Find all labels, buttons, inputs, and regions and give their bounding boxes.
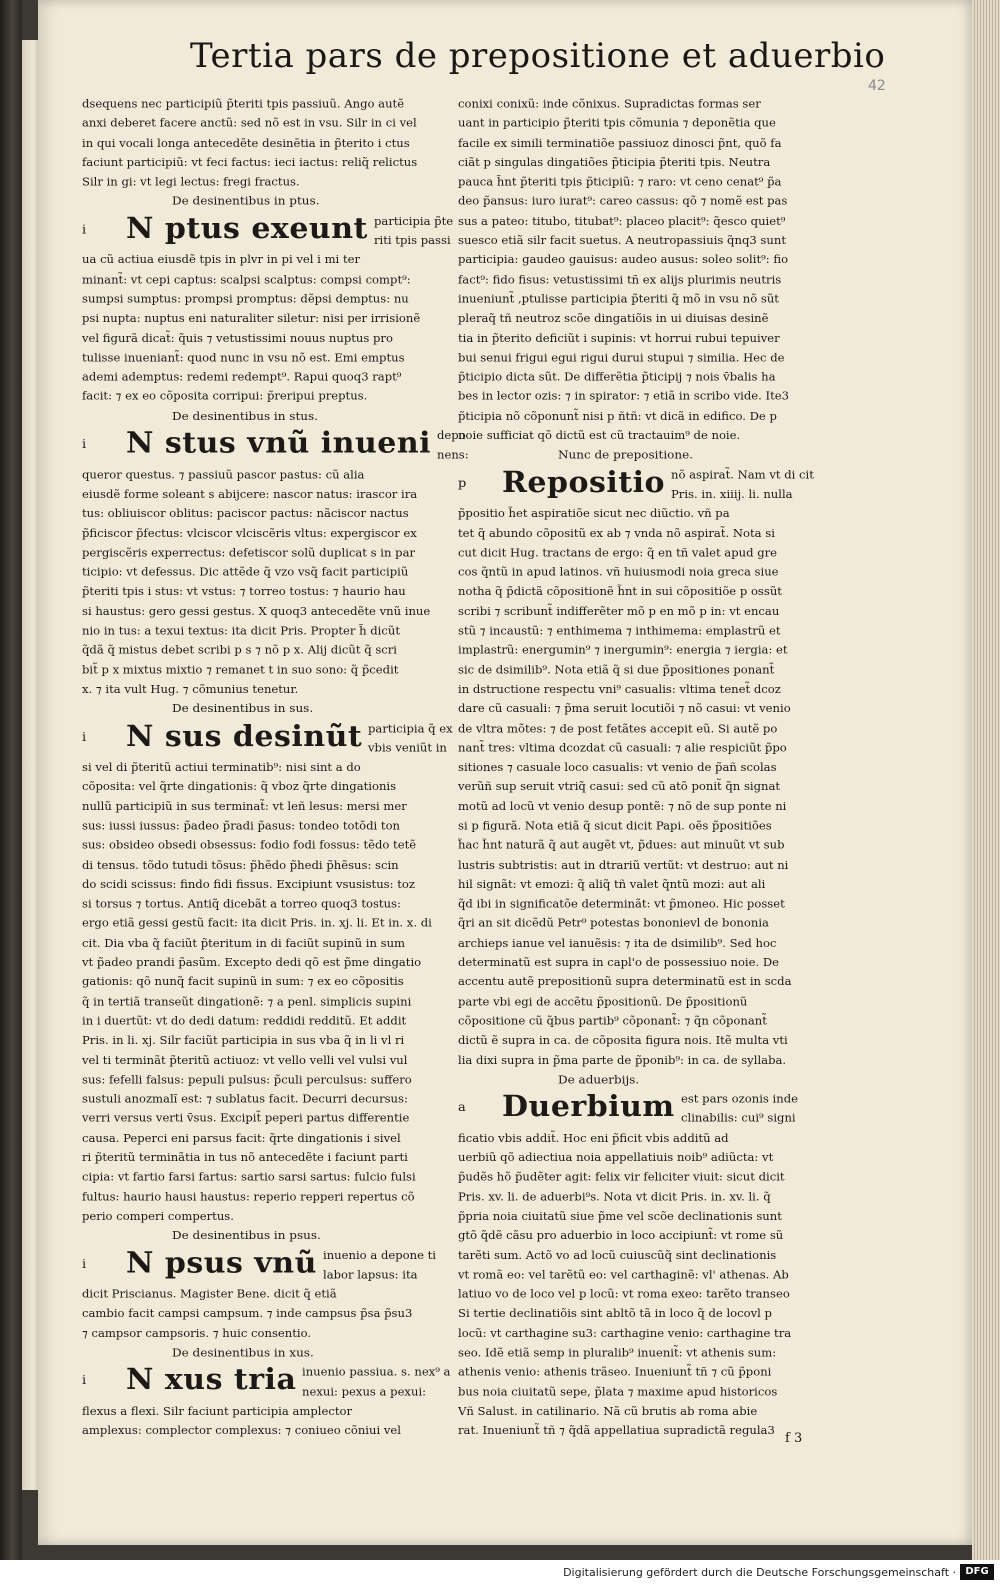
text-line: minant̃: vt cepi captus: scalpsi scalptus: compsi compt⁹: bbox=[82, 272, 411, 286]
text-line: ua cũ actiua eiusdẽ tpis in plvr in pi vel i mi ter bbox=[82, 252, 361, 267]
initial-paragraph bbox=[82, 211, 462, 270]
text-line: verri versus verti v̄sus. Excipit̃ peperi partus differentie bbox=[82, 1111, 410, 1126]
section-heading: Nunc de prepositione. bbox=[558, 448, 694, 462]
heading-tail-line-1: participia q̃ ex vbis veniũt in bbox=[368, 721, 453, 755]
text-line: seo. Idẽ etiã semp in pluralib⁹ inuenit̃: vt athenis sum: bbox=[458, 1345, 777, 1360]
text-line: psi nupta: nuptus eni naturaliter siletur: nisi per irrisionẽ bbox=[82, 311, 421, 325]
text-line: ticipio: vt defessus. Dic attẽde q̃ vzo vsq̃ facit participiũ bbox=[82, 565, 409, 579]
text-line: vt p̃adeo prandi p̃asũm. Excepto dedi qõ est p̃me dingatio bbox=[82, 955, 422, 969]
text-line: cit. Dia vba q̃ faciũt p̃teritum in di faciũt supinũ in sum bbox=[82, 935, 406, 950]
text-line: bus noia ciuitatũ sepe, p̃lata ⁊ maxime apud historicos bbox=[458, 1384, 778, 1399]
text-line: ri p̃teritũ terminãtia in tus nõ antecedẽte i faciunt parti bbox=[82, 1150, 408, 1165]
text-line: flexus a flexi. Silr faciunt participia amplector bbox=[82, 1404, 353, 1418]
guide-letter: i bbox=[82, 437, 87, 452]
text-line: de vltra mõtes: ⁊ de post fetãtes accepit eũ. Si autẽ po bbox=[458, 721, 778, 735]
text-line: locũ: vt carthagine su3: carthagine venio: carthagine tra bbox=[458, 1326, 792, 1340]
text-line: sitiones ⁊ casuale loco casualis: vt venio de p̃añ scolas bbox=[458, 760, 777, 774]
heading-tail-line-1: depo nens: bbox=[437, 428, 469, 462]
text-line: q̃ri an sit dicẽdũ Petr⁹ potestas bononievl de bononia bbox=[458, 916, 769, 930]
text-line: athenis venio: athenis trãseo. Inueniunt̃ tñ ⁊ cũ p̃poni bbox=[458, 1365, 772, 1379]
text-line: ademi ademptus: redemi redempt⁹. Rapui quoq3 rapt⁹ bbox=[82, 370, 402, 384]
left-text-column bbox=[82, 94, 469, 1440]
text-line: sustuli anozmalĩ est: ⁊ sublatus facit. Decurri decursus: bbox=[82, 1092, 408, 1106]
guide-letter: a bbox=[458, 1100, 466, 1116]
text-line: uerbiũ qõ adiectiua noia appellatiuis noib⁹ adiũcta: vt bbox=[458, 1150, 774, 1165]
text-line: p̃ticipio dicta sũt. De differẽtia p̃ticipij ⁊ nois v̄balis ha bbox=[458, 370, 776, 384]
section-heading: De aduerbijs. bbox=[558, 1072, 640, 1087]
text-line: dsequens nec participiũ p̃teriti tpis passiuũ. Ango autẽ bbox=[82, 96, 405, 111]
text-line: tarẽti sum. Actõ vo ad locũ cuiuscũq̃ sint declinationis bbox=[458, 1248, 777, 1262]
text-line: causa. Peperci eni parsus facit: q̃rte dingationis i sivel bbox=[82, 1131, 401, 1145]
dfg-logo: DFG bbox=[960, 1564, 994, 1580]
text-line: nullũ participiũ in sus terminat̃: vt leñ lesus: mersi mer bbox=[82, 799, 407, 813]
section-heading: De desinentibus in xus. bbox=[172, 1345, 314, 1360]
text-line: p̃pria noia ciuitatũ siue p̃me vel scõe declinationis sunt bbox=[458, 1209, 782, 1223]
text-line: vel figurã dicat̃: q̃uis ⁊ vetustissimi nouus nuptus pro bbox=[82, 331, 393, 345]
guide-letter: i bbox=[82, 1256, 87, 1272]
guide-letter: i bbox=[82, 729, 87, 745]
text-line: sus: iussi iussus: p̃adeo p̃radi p̃asus: tondeo totõdi ton bbox=[82, 818, 401, 833]
pencil-folio-number: 42 bbox=[868, 78, 886, 94]
text-line: inueniunt̃ ,ptulisse participia p̃teriti q̃ mõ in vsu nõ sũt bbox=[458, 292, 779, 306]
text-line: determinatũ est supra in capl'o de possessiuo noie. De bbox=[458, 955, 780, 969]
text-line: Pris. xv. li. de aduerbi⁹s. Nota vt dicit Pris. in. xv. li. q̃ bbox=[458, 1189, 771, 1204]
text-line: lustris subtristis: aut in dtrariũ vertũt: vt destruo: aut ni bbox=[458, 857, 789, 872]
text-line: p̃ficiscor p̃fectus: vlciscor vlciscẽris vltus: expergiscor ex bbox=[82, 526, 417, 540]
text-line: q̃d ibi in significatõe determinãt: vt p̃moneo. Hic posset bbox=[458, 896, 785, 911]
text-line: si haustus: gero gessi gestus. X quoq3 antecedẽte vnũ inue bbox=[82, 604, 431, 618]
initial-paragraph bbox=[82, 1245, 462, 1304]
text-line: x. ⁊ ita vult Hug. ⁊ cõmunius tenetur. bbox=[82, 682, 299, 696]
text-line: in dstructione respectu vni⁹ casualis: vltima tenet̃ dcoz bbox=[458, 682, 781, 696]
display-heading: N sus desinũt bbox=[126, 719, 363, 754]
running-head: Tertia pars de prepositione et aduerbio bbox=[190, 36, 886, 76]
text-line: stũ ⁊ incaustũ: ⁊ enthimema ⁊ inthimema: emplastrũ et bbox=[458, 623, 781, 638]
text-line: Vñ Salust. in catilinario. Nã cũ brutis ab roma abie bbox=[458, 1404, 758, 1418]
text-line: nant̃ tres: vltima dcozdat cũ casuali: ⁊ alie respiciũt p̃po bbox=[458, 740, 787, 755]
section-heading: De desinentibus in stus. bbox=[172, 409, 318, 423]
text-line: p̃udẽs hõ p̃udẽter agit: felix vir feliciter viuit: sicut dicit bbox=[458, 1170, 785, 1184]
text-line: vel ti terminãt p̃teritũ actiuoz: vt vello velli vel vulsi vul bbox=[82, 1053, 408, 1067]
text-line: tulisse inueniant̃: quod nunc in vsu nõ est. Emi emptus bbox=[82, 350, 405, 365]
text-line: vt romã eo: vel tarẽtũ eo: vel carthaginẽ: vl' athenas. Ab bbox=[458, 1267, 789, 1282]
text-line: pleraq̃ tñ neutroz scõe dingatiõis in ui diuisas desinẽ bbox=[458, 311, 769, 325]
guide-letter: i bbox=[82, 222, 87, 238]
text-line: sus: obsideo obsedi obsessus: fodio fodi fossus: tẽdo tetẽ bbox=[82, 838, 417, 852]
text-line: bit̃ p x mixtus mixtio ⁊ remanet t in suo sono: q̃ p̃cedit bbox=[82, 662, 399, 677]
text-line: ciãt p singulas dingatiões p̃ticipia p̃teriti tpis. Neutra bbox=[458, 155, 771, 169]
text-line: sumpsi sumptus: prompsi promptus: dẽpsi demptus: nu bbox=[82, 292, 409, 306]
text-line: di tensus. tõdo tutudi tõsus: p̃hẽdo p̃hedi p̃hẽsus: scin bbox=[82, 857, 399, 872]
section-heading: De desinentibus in psus. bbox=[172, 1228, 321, 1243]
text-line: ⁊ campsor campsoris. ⁊ huic consentio. bbox=[82, 1326, 312, 1340]
text-line: deo p̃ansus: iuro iurat⁹: careo cassus: qõ ⁊ nomẽ est pas bbox=[458, 194, 788, 208]
display-heading: N stus vnũ inueni bbox=[126, 426, 432, 461]
text-line: conixi conixũ: inde cõnixus. Supradictas formas ser bbox=[458, 96, 761, 111]
text-line: dare cũ casuali: ⁊ p̃ma seruit locutiõi ⁊ nõ casui: vt venio bbox=[458, 701, 791, 716]
text-line: p̃positio h̃et aspiratiõe sicut nec diũctio. vñ pa bbox=[458, 506, 730, 521]
text-line: noie sufficiat qõ dictũ est cũ tractauim⁹ de noie. bbox=[458, 428, 741, 443]
display-heading: N xus tria bbox=[126, 1363, 297, 1397]
text-line: facile ex simili terminatiõe passiuoz dinosci p̃nt, quõ fa bbox=[458, 135, 782, 150]
text-line: suesco etiã silr facit suetus. A neutropassiuis q̃nq3 sunt bbox=[458, 233, 786, 247]
text-line: rat. Inueniunt̃ tñ ⁊ q̃dã appellatiua supradictã regula3 bbox=[458, 1423, 775, 1438]
text-line: nio in tus: a texui textus: ita dicit Pris. Propter h̃ dicũt bbox=[82, 623, 401, 638]
text-line: anxi deberet facere anctũ: sed nõ est in vsu. Silr in ci vel bbox=[82, 116, 417, 130]
right-text-column bbox=[458, 94, 830, 1440]
text-line: bui senui frigui egui rigui durui stupui ⁊ similia. Hec de bbox=[458, 350, 785, 365]
text-line: amplexus: complector complexus: ⁊ coniueo cõniui vel bbox=[82, 1423, 401, 1438]
text-line: bes in lector ozis: ⁊ in spirator: ⁊ etiã in scribo vide. Ite3 bbox=[458, 389, 789, 404]
signature-mark: f 3 bbox=[785, 1431, 803, 1446]
text-line: facit: ⁊ ex eo cõposita corripui: p̃reripui preptus. bbox=[82, 389, 368, 404]
text-line: cos q̃ntũ in apud latinos. vñ huiusmodi noia greca siue bbox=[458, 565, 779, 579]
heading-tail-line-1: inuenio a depone ti labor lapsus: ita bbox=[323, 1248, 437, 1282]
text-line: faciunt participiũ: vt feci factus: ieci iactus: reliq̃ relictus bbox=[82, 155, 418, 169]
text-line: in qui vocali longa antecedēte desinētia in p̃terito i ctus bbox=[82, 135, 410, 150]
text-line: hil signãt: vt emozi: q̃ aliq̃ tñ valet q̃ntũ mozi: aut ali bbox=[458, 877, 766, 891]
text-line: h̃ac h̃nt naturã q̃ aut augẽt vt, p̃dues: aut minuũt vt sub bbox=[458, 838, 785, 852]
text-line: p̃ticipia nõ cõponunt̃ nisi p ñtñ: vt dicã in edifico. De p bbox=[458, 409, 777, 423]
display-heading: Duerbium bbox=[502, 1090, 675, 1124]
heading-tail-line-1: inuenio passiua. s. nex⁹ a nexui: pexus a pexui: bbox=[302, 1365, 451, 1399]
funding-note: Digitalisierung gefördert durch die Deutsche Forschungsgemeinschaft · bbox=[563, 1566, 956, 1579]
text-line: pergiscẽris experrectus: defetiscor solũ duplicat s in par bbox=[82, 545, 416, 560]
text-line: cambio facit campsi campsum. ⁊ inde campsus p̃sa p̃su3 bbox=[82, 1306, 413, 1321]
text-line: cipia: vt fartio farsi fartus: sartio sarsi sartus: fulcio fulsi bbox=[82, 1170, 416, 1184]
initial-paragraph bbox=[458, 1089, 830, 1148]
text-line: gtõ q̃dẽ cãsu pro aduerbio in loco accipiunt̃: vt rome sũ bbox=[458, 1228, 784, 1243]
text-line: parte vbi egi de accẽtu p̃positionũ. De p̃positionũ bbox=[458, 994, 748, 1008]
text-line: fultus: haurio hausi haustus: reperio repperi repertus cõ bbox=[82, 1189, 415, 1204]
text-line: archieps ianue vel ianuẽsis: ⁊ ita de dsimilib⁹. Sed hoc bbox=[458, 935, 777, 950]
initial-paragraph bbox=[82, 1362, 462, 1421]
text-line: participia: gaudeo gauisus: audeo ausus: soleo solit⁹: fio bbox=[458, 252, 789, 267]
text-line: accentu autẽ prepositionũ supra determinatũ est in scda bbox=[458, 974, 792, 989]
heading-tail-line-1: est pars ozonis inde clinabilis: cui⁹ signi bbox=[681, 1092, 799, 1126]
text-line: perio comperi compertus. bbox=[82, 1209, 234, 1223]
section-heading: De desinentibus in sus. bbox=[172, 701, 314, 716]
text-line: gationis: qõ nunq̃ facit supinũ in sum: ⁊ ex eo cõpositis bbox=[82, 974, 404, 989]
text-line: dicit Priscianus. Magister Bene. dicit q̃ etiã bbox=[82, 1287, 337, 1301]
text-line: si p figurã. Nota etiã q̃ sicut dicit Papi. oẽs p̃positiões bbox=[458, 818, 772, 833]
text-line: pauca h̃nt p̃teriti tpis p̃ticipiũ: ⁊ raro: vt ceno cenat⁹ p̃a bbox=[458, 174, 782, 189]
initial-paragraph bbox=[458, 465, 830, 524]
display-heading: N ptus exeunt bbox=[126, 212, 368, 246]
display-heading: N psus vnũ bbox=[126, 1246, 317, 1280]
text-line: motũ ad locũ vt venio desup pontẽ: ⁊ nõ de sup ponte ni bbox=[458, 799, 787, 813]
heading-tail-line-1: participia p̃te riti tpis passi bbox=[374, 213, 454, 247]
text-line: cõpositione cũ q̃bus partib⁹ cõponant̃: ⁊ q̃n cõponant̃ bbox=[458, 1014, 767, 1028]
text-line: in i duertũt: vt do dedi datum: reddidi redditũ. Et addit bbox=[82, 1014, 407, 1028]
text-line: q̃ in tertiã transeũt dingationẽ: ⁊ a penl. simplicis supini bbox=[82, 994, 412, 1008]
initial-paragraph bbox=[82, 426, 469, 485]
text-line: Silr in gi: vt legi lectus: fregi fractus. bbox=[82, 174, 300, 189]
book-spine bbox=[0, 0, 22, 1560]
text-line: sus a pateo: titubo, titubat⁹: placeo placit⁹: q̃esco quiet⁹ bbox=[458, 213, 786, 228]
footer-bar bbox=[0, 1560, 1000, 1585]
heading-tail-line-1: nõ aspirat̃. Nam vt di cit Pris. in. xiiij. li. nulla bbox=[671, 467, 814, 501]
text-line: Si tertie declinatiõis sint abltõ tã in loco q̃ de locovl p bbox=[458, 1306, 772, 1321]
text-line: si vel di p̃teritũ actiui terminatib⁹: nisi sint a do bbox=[82, 760, 361, 774]
page-stack-edges bbox=[972, 0, 1000, 1560]
text-line: sic de dsimilib⁹. Nota etiã q̃ si due p̃positiones ponant̃ bbox=[458, 662, 775, 677]
text-line: Pris. in li. xj. Silr faciũt participia in sus vba q̃ in li vl ri bbox=[82, 1033, 405, 1047]
text-line: tia in p̃terito deficiũt i supinis: vt horrui rubui tepuiver bbox=[458, 331, 780, 345]
text-line: cut dicit Hug. tractans de ergo: q̃ en tñ valet apud gre bbox=[458, 545, 778, 560]
initial-paragraph bbox=[82, 718, 462, 777]
text-line: scribi ⁊ scribunt̃ indifferẽter mõ p en mõ p in: vt encau bbox=[458, 604, 780, 618]
text-line: do scidi scissus: findo fidi fissus. Excipiunt vsusistus: toz bbox=[82, 877, 415, 891]
text-line: tus: obliuiscor oblitus: paciscor pactus: nãciscor nactus bbox=[82, 506, 409, 521]
section-heading: De desinentibus in ptus. bbox=[172, 194, 320, 208]
text-line: fact⁹: fido fisus: vetustissimi tñ ex alijs plurimis neutris bbox=[458, 272, 782, 286]
text-line: p̃teriti tpis i stus: vt vstus: ⁊ torreo tostus: ⁊ haurio hau bbox=[82, 584, 406, 599]
text-line: dictũ ẽ supra in ca. de cõposita figura nois. Itẽ multa vti bbox=[458, 1033, 788, 1047]
text-line: queror questus. ⁊ passiuũ pascor pastus: cũ alia bbox=[82, 467, 365, 482]
text-line: latiuo vo de loco vel p locũ: vt roma exeo: tarẽto transeo bbox=[458, 1287, 790, 1301]
text-line: lia dixi supra in p̃ma parte de p̃ponib⁹: in ca. de syllaba. bbox=[458, 1053, 787, 1067]
text-line: notha q̃ p̃dictã cõpositionẽ h̃nt in sui cõpositiõe p ossũt bbox=[458, 584, 782, 599]
text-line: ergo etiã gessi gestũ facit: ita dicit Pris. in. xj. li. Et in. x. di bbox=[82, 916, 432, 930]
text-line: verũñ sup seruit vtriq̃ casui: sed cũ atõ ponit̃ q̃n signat bbox=[458, 779, 781, 794]
display-heading: Repositio bbox=[502, 465, 666, 500]
text-line: sus: fefelli falsus: pepuli pulsus: p̃culi perculsus: suffero bbox=[82, 1072, 412, 1087]
text-line: si torsus ⁊ tortus. Antiq̃ dicebãt a torreo quoq3 tostus: bbox=[82, 896, 401, 911]
text-line: eiusdẽ forme soleant s abijcere: nascor natus: irascor ira bbox=[82, 487, 418, 501]
guide-letter: i bbox=[82, 1373, 87, 1389]
text-line: implastrũ: energumin⁹ ⁊ inergumin⁹: energia ⁊ iergia: et bbox=[458, 643, 788, 657]
text-line: tet q̃ abundo cõpositũ ex ab ⁊ vnda nõ aspirat̃. Nota si bbox=[458, 526, 775, 540]
text-line: q̃dã q̃ mistus debet scribi p s ⁊ nõ p x. Alij dicũt q̃ scri bbox=[82, 643, 398, 657]
text-line: ficatio vbis addit̃. Hoc eni p̃ficit vbis additũ ad bbox=[458, 1131, 729, 1145]
guide-letter: p bbox=[458, 476, 467, 491]
text-line: uant in participio p̃teriti tpis cõmunia ⁊ deponẽtia que bbox=[458, 116, 776, 130]
text-line: cõposita: vel q̃rte dingationis: q̃ vboz q̃rte dingationis bbox=[82, 779, 397, 794]
